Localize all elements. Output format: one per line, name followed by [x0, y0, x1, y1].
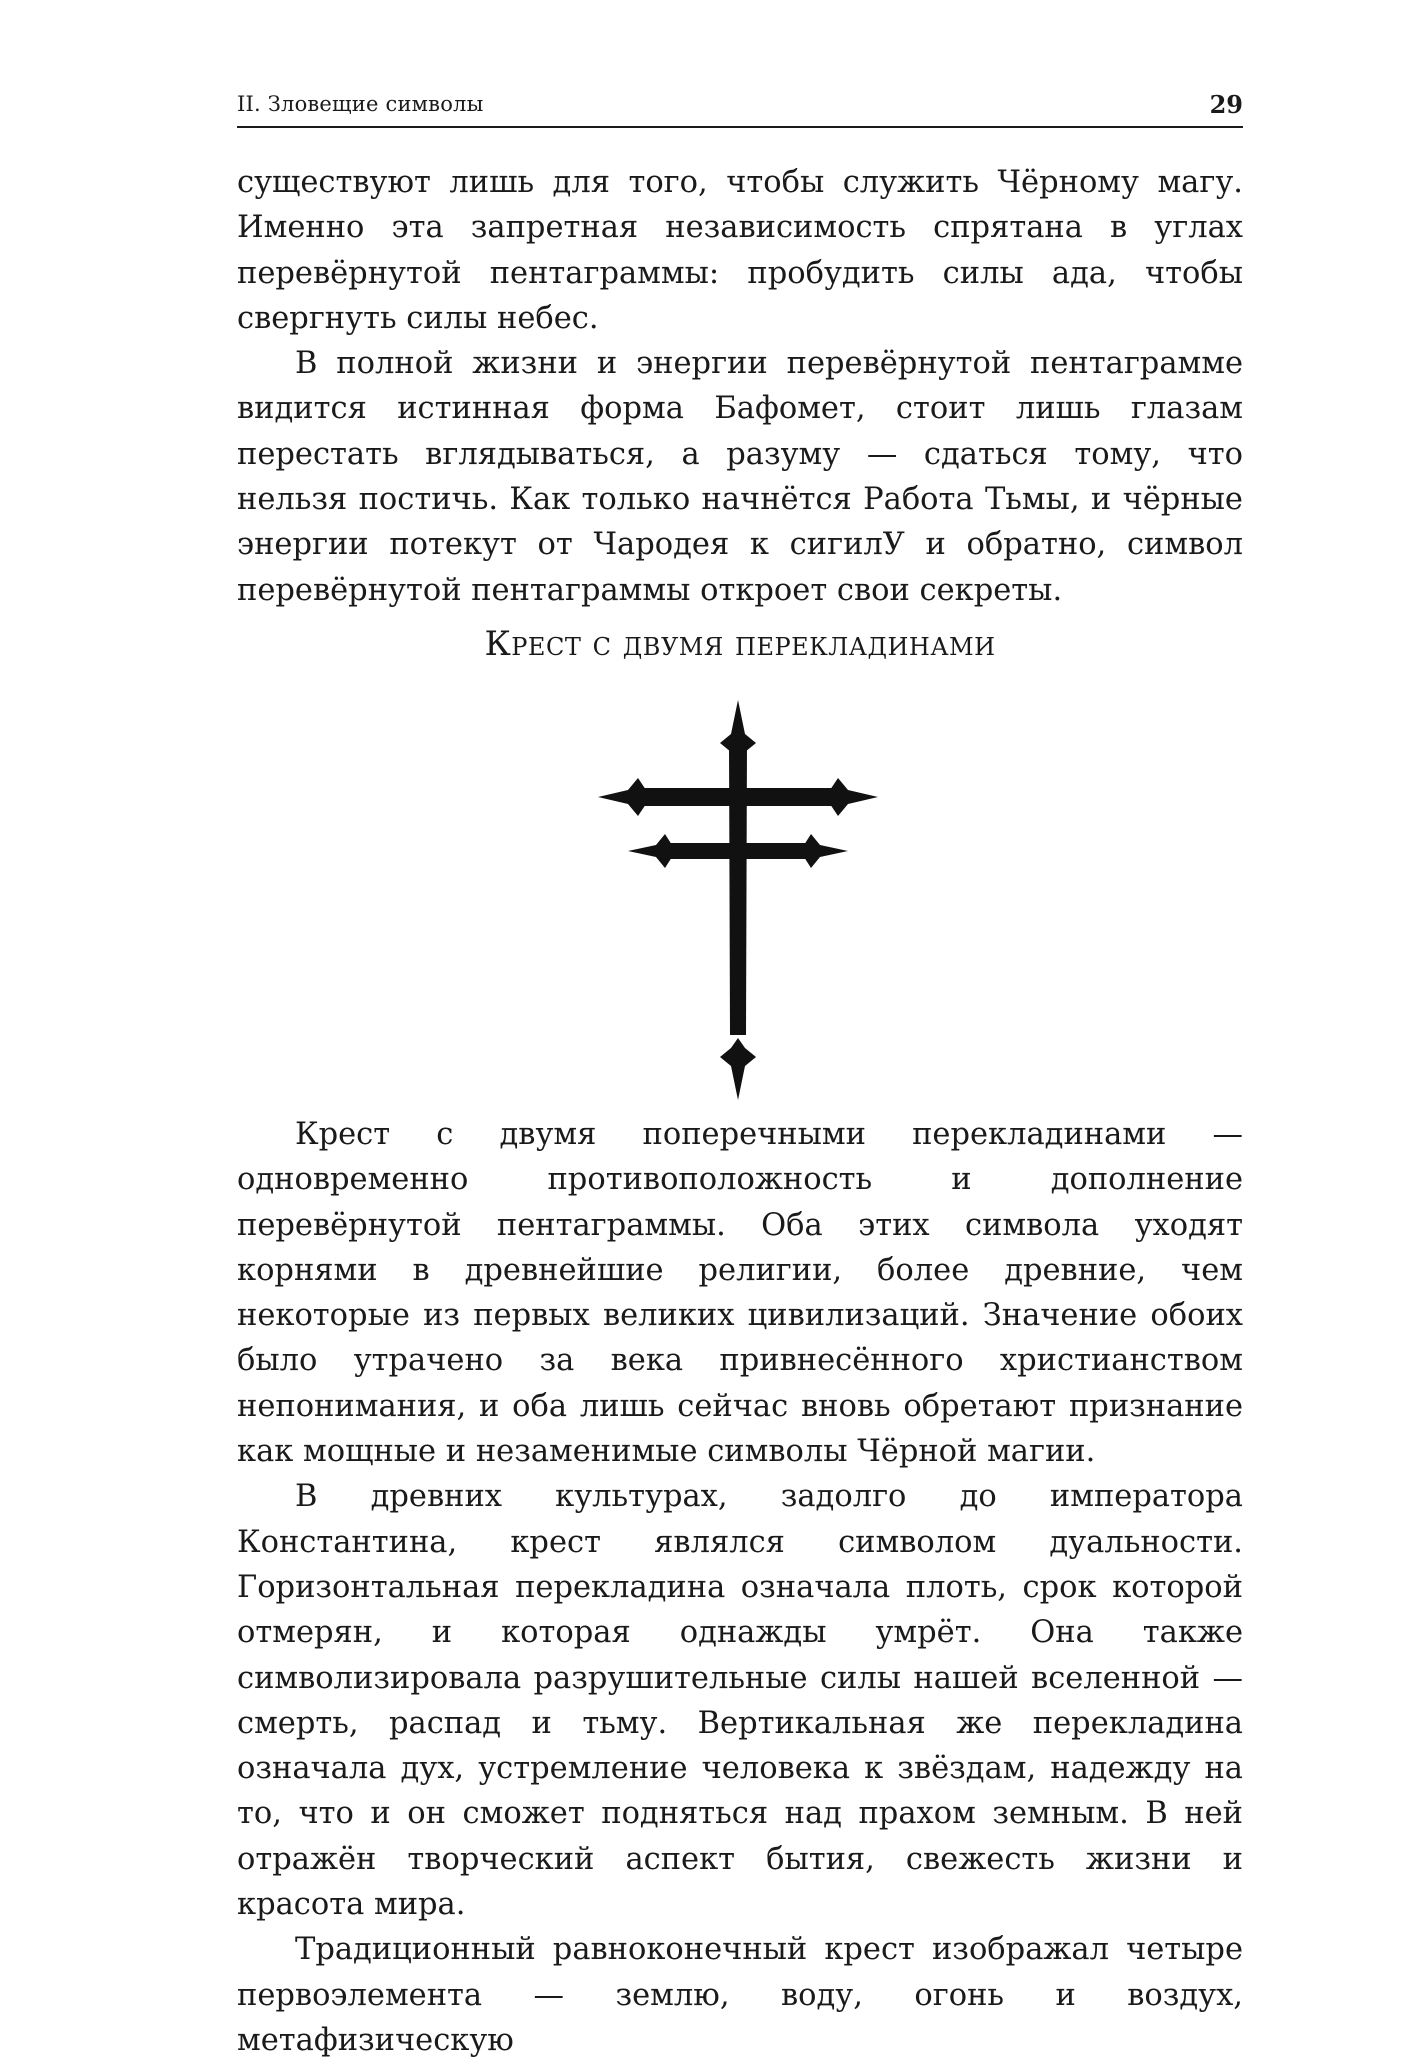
paragraph: В древних культурах, задолго до императора Константина, крест являлся символом дуальности. Горизонтальная перекладина означала плоть, срок которой отмерян, и которая однажды умрёт. Она также символизировала разрушительные силы нашей вселенной — смерть, распад и тьму. Вертикальная же перекладина означала дух, устремление человека к звёздам, надежду на то, что и он сможет подняться над прахом земным. В ней отражён творческий аспект бытия, свежесть жизни и красота мира. [237, 1479, 1243, 1923]
section-heading: Крест с двумя перекладинами [484, 624, 996, 664]
section-text [237, 1112, 1243, 2063]
intro-text [237, 160, 1243, 613]
paragraph: Крест с двумя поперечными перекладинами — одновременно противоположность и дополнение перевёрнутой пентаграммы. Оба этих символа уходят корнями в древнейшие религии, более древние, чем некоторые из первых великих цивилизаций. Значение обоих было утрачено за века привнесённого христианством непонимания, и оба лишь сейчас вновь обретают признание как мощные и незаменимые символы Чёрной магии. [237, 1117, 1243, 1470]
double-barred-cross-icon [598, 700, 878, 1100]
paragraph: существуют лишь для того, чтобы служить Чёрному магу. Именно эта запретная независимость спрятана в углах перевёрнутой пентаграммы: пробудить силы ада, чтобы свергнуть силы небес. [237, 165, 1243, 336]
paragraph: Традиционный равноконечный крест изображал четыре первоэлемента — землю, воду, огонь и воздух, метафизическую [237, 1932, 1243, 2058]
page-number: 29 [1209, 90, 1243, 119]
chapter-title: II. Зловещие символы [237, 92, 484, 116]
paragraph: В полной жизни и энергии перевёрнутой пентаграмме видится истинная форма Бафомет, стоит лишь глазам перестать вглядываться, а разуму — сдаться тому, что нельзя постичь. Как только начнётся Работа Тьмы, и чёрные энергии потекут от Чародея к сигилУ и обратно, символ перевёрнутой пентаграммы откроет свои секреты. [237, 346, 1243, 608]
running-head [237, 90, 1243, 128]
